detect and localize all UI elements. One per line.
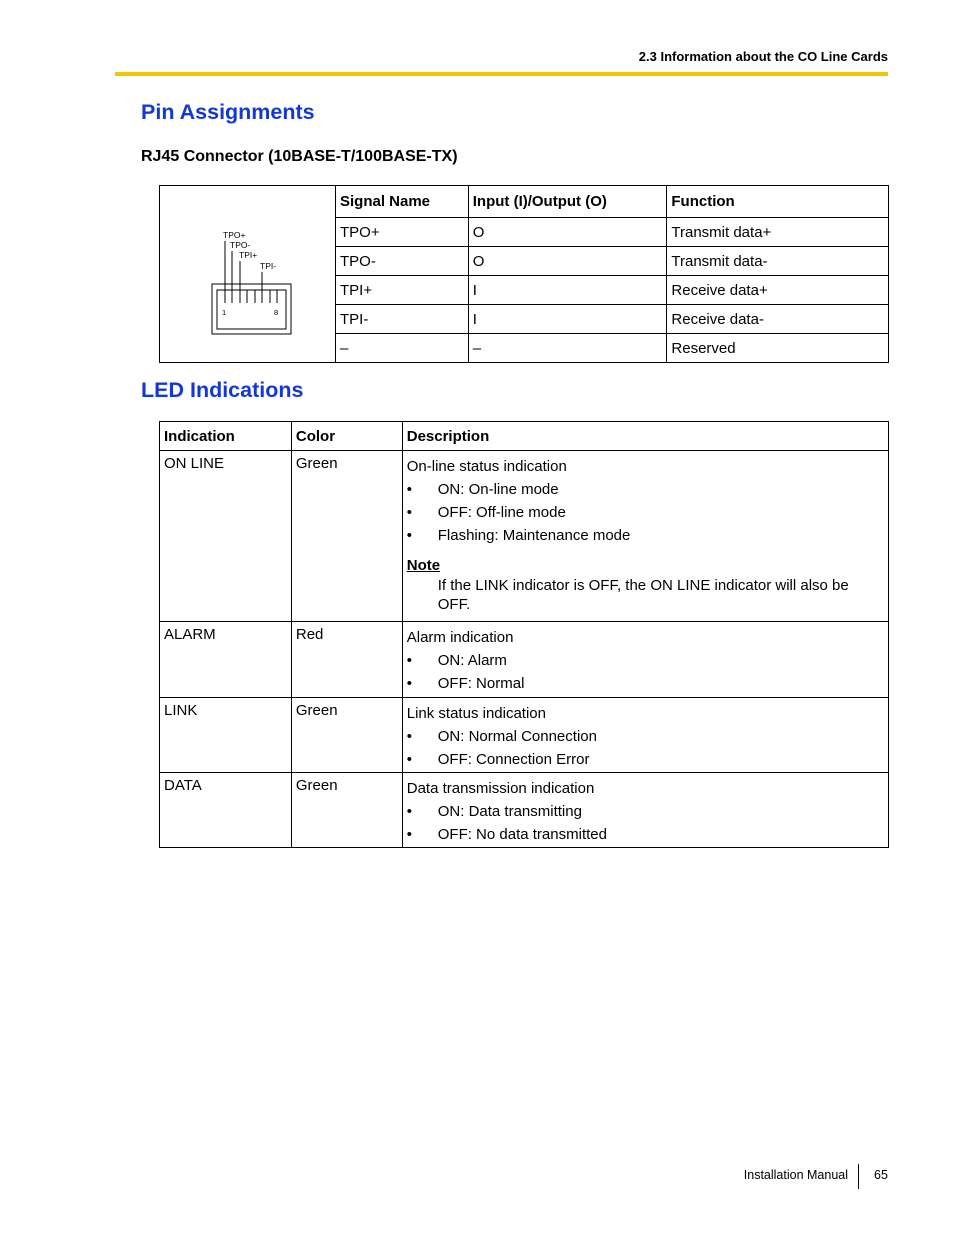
function-cell: Transmit data- <box>667 247 889 276</box>
signal-name-cell: – <box>335 334 468 363</box>
pin-number-last: 8 <box>274 307 279 317</box>
header-function: Function <box>667 186 889 218</box>
header-rule <box>115 72 888 76</box>
table-row <box>160 451 889 622</box>
description-cell <box>402 698 888 773</box>
running-header: 2.3 Information about the CO Line Cards <box>638 49 888 64</box>
list-item-text: Flashing: Maintenance mode <box>437 527 631 544</box>
indication-cell: ON LINE <box>160 451 292 622</box>
io-cell: O <box>468 247 667 276</box>
signal-name-cell: TPI- <box>335 305 468 334</box>
indication-cell: ALARM <box>160 622 292 698</box>
color-cell: Green <box>291 451 402 622</box>
signal-name-cell: TPO- <box>335 247 468 276</box>
list-item-text: OFF: Normal <box>437 675 525 692</box>
color-cell: Green <box>291 698 402 773</box>
bullet-icon: • <box>406 652 412 669</box>
connector-subtitle: RJ45 Connector (10BASE-T/100BASE-TX) <box>141 148 458 165</box>
color-cell: Red <box>291 622 402 698</box>
function-cell: Receive data+ <box>667 276 889 305</box>
io-cell: – <box>468 334 667 363</box>
bullet-icon: • <box>406 481 412 498</box>
list-item-text: ON: On-line mode <box>437 481 559 498</box>
led-indications-title: LED Indications <box>141 378 304 402</box>
note-text: If the LINK indicator is OFF, the ON LINE indicator will also be OFF. <box>437 577 849 613</box>
header-description: Description <box>402 422 888 451</box>
io-cell: I <box>468 305 667 334</box>
description-cell <box>402 622 888 698</box>
list-item <box>407 725 884 748</box>
footer-divider <box>858 1164 859 1189</box>
table-row <box>160 773 889 848</box>
rj45-diagram-cell <box>160 186 336 363</box>
header-signal-name: Signal Name <box>335 186 468 218</box>
function-cell: Transmit data+ <box>667 218 889 247</box>
table-header-row <box>160 422 889 451</box>
list-item <box>407 823 884 846</box>
io-cell: I <box>468 276 667 305</box>
bullet-icon: • <box>406 728 412 745</box>
label-tpo-plus: TPO+ <box>223 229 246 240</box>
list-item <box>407 501 884 524</box>
label-tpi-plus: TPI+ <box>239 249 258 260</box>
list-item-text: OFF: Connection Error <box>437 751 590 768</box>
list-item-text: ON: Normal Connection <box>437 728 597 745</box>
note-label: Note <box>406 557 441 574</box>
rj45-connector-diagram <box>160 187 334 362</box>
list-item-text: OFF: No data transmitted <box>437 826 607 843</box>
signal-name-cell: TPI+ <box>335 276 468 305</box>
list-item-text: ON: Data transmitting <box>437 803 582 820</box>
list-item <box>407 748 884 771</box>
header-input-output: Input (I)/Output (O) <box>468 186 667 218</box>
table-header-row <box>160 186 889 218</box>
page-number: 65 <box>874 1168 888 1182</box>
function-cell: Receive data- <box>667 305 889 334</box>
description-text: Alarm indication <box>406 629 514 646</box>
function-cell: Reserved <box>667 334 889 363</box>
description-text: Link status indication <box>406 705 546 722</box>
description-text: Data transmission indication <box>406 780 595 797</box>
header-indication: Indication <box>160 422 292 451</box>
label-tpi-minus: TPI- <box>260 260 277 271</box>
description-cell <box>402 773 888 848</box>
list-item <box>407 478 884 501</box>
bullet-icon: • <box>406 504 412 521</box>
table-row <box>160 622 889 698</box>
signal-name-cell: TPO+ <box>335 218 468 247</box>
list-item <box>407 649 884 672</box>
indication-cell: DATA <box>160 773 292 848</box>
indication-cell: LINK <box>160 698 292 773</box>
table-row <box>160 698 889 773</box>
description-cell <box>402 451 888 622</box>
list-item <box>407 800 884 823</box>
bullet-icon: • <box>406 826 412 843</box>
list-item <box>407 524 884 547</box>
label-tpo-minus: TPO- <box>230 239 251 250</box>
description-text: On-line status indication <box>406 458 567 475</box>
color-cell: Green <box>291 773 402 848</box>
list-item <box>407 672 884 695</box>
pin-assignments-title: Pin Assignments <box>141 100 315 124</box>
pin-number-first: 1 <box>222 307 227 317</box>
io-cell: O <box>468 218 667 247</box>
led-indications-table <box>159 421 889 848</box>
footer-manual-title: Installation Manual <box>743 1168 848 1182</box>
bullet-icon: • <box>406 527 412 544</box>
list-item-text: ON: Alarm <box>437 652 507 669</box>
bullet-icon: • <box>406 803 412 820</box>
list-item-text: OFF: Off-line mode <box>437 504 566 521</box>
pin-assignment-table <box>159 185 889 363</box>
bullet-icon: • <box>406 675 412 692</box>
header-color: Color <box>291 422 402 451</box>
bullet-icon: • <box>406 751 412 768</box>
